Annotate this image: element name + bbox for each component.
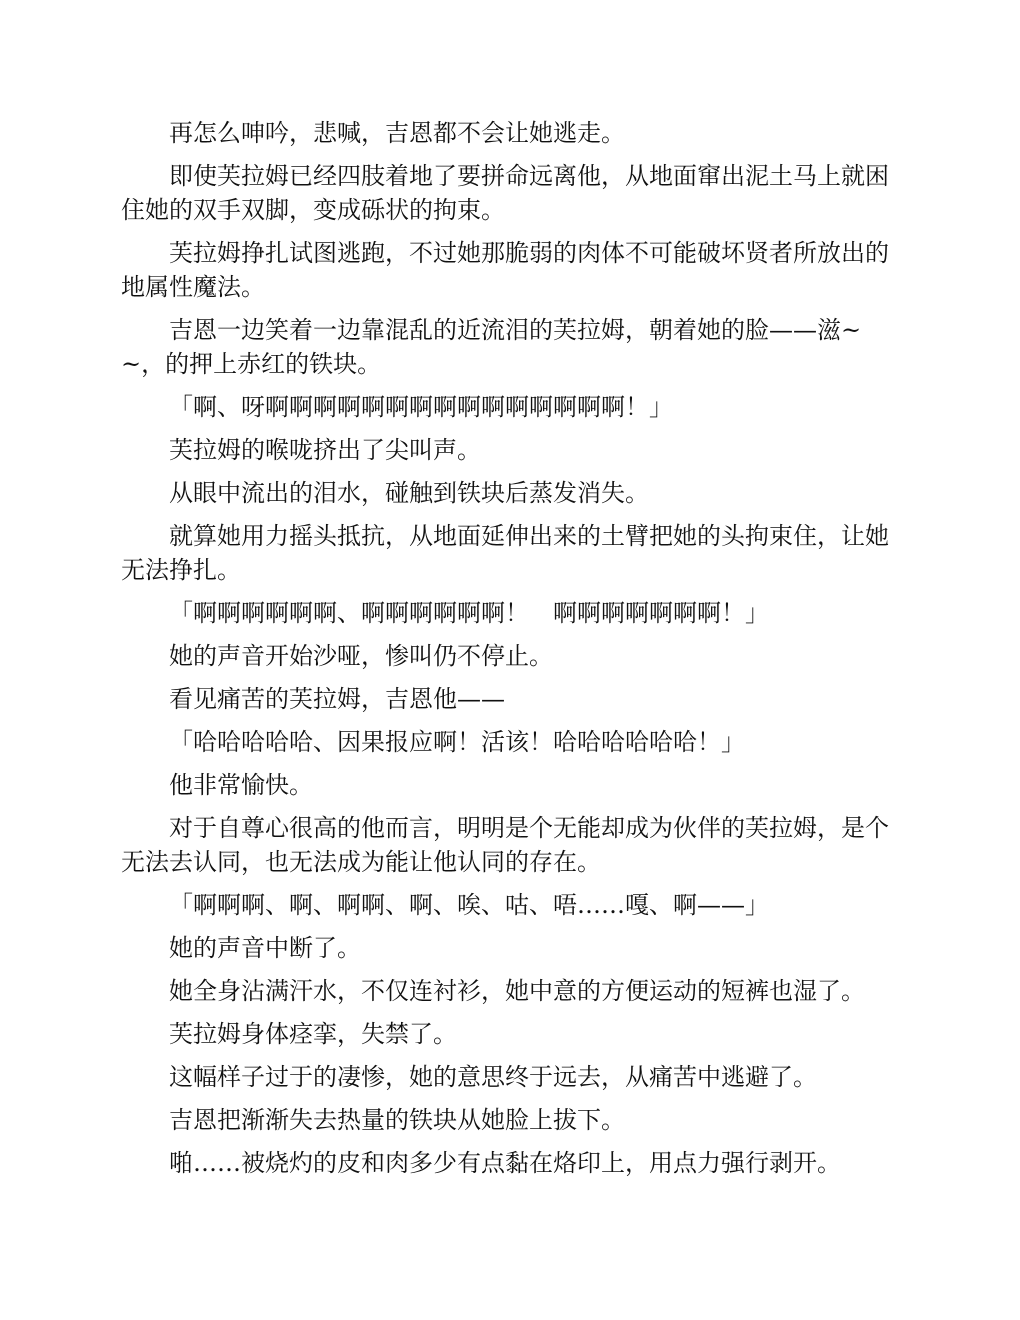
- paragraph: 这幅样子过于的凄惨，她的意思终于远去，从痛苦中逃避了。: [169, 1063, 817, 1091]
- paragraph: 看见痛苦的芙拉姆，吉恩他——: [169, 685, 505, 713]
- paragraph: 吉恩一边笑着一边靠混乱的近流泪的芙拉姆，朝着她的脸——滋~~，的押上赤红的铁块。: [121, 316, 862, 378]
- dialogue-line: 「啊、呀啊啊啊啊啊啊啊啊啊啊啊啊啊啊啊！」: [169, 393, 673, 421]
- paragraph: 她的声音开始沙哑，惨叫仍不停止。: [169, 642, 553, 670]
- paragraph: 就算她用力摇头抵抗，从地面延伸出来的土臂把她的头拘束住，让她无法挣扎。: [121, 522, 889, 584]
- paragraph: 芙拉姆身体痉挛，失禁了。: [169, 1020, 457, 1048]
- paragraph: 即使芙拉姆已经四肢着地了要拼命远离他，从地面窜出泥土马上就困住她的双手双脚，变成砾状的拘束。: [121, 162, 889, 224]
- dialogue-line: 「啊啊啊啊啊啊、啊啊啊啊啊啊！ 啊啊啊啊啊啊啊！」: [169, 599, 769, 627]
- paragraph: 芙拉姆挣扎试图逃跑，不过她那脆弱的肉体不可能破坏贤者所放出的地属性魔法。: [121, 239, 889, 301]
- paragraph: 再怎么呻吟，悲喊，吉恩都不会让她逃走。: [169, 119, 625, 147]
- dialogue-line: 「哈哈哈哈哈、因果报应啊！活该！哈哈哈哈哈哈！」: [169, 728, 745, 756]
- paragraph: 芙拉姆的喉咙挤出了尖叫声。: [169, 436, 481, 464]
- dialogue-line: 「啊啊啊、啊、啊啊、啊、唉、咕、唔……嘎、啊——」: [169, 891, 769, 919]
- paragraph: 他非常愉快。: [169, 771, 313, 799]
- paragraph: 对于自尊心很高的他而言，明明是个无能却成为伙伴的芙拉姆，是个无法去认同，也无法成为能让他认同的存在。: [121, 814, 889, 876]
- paragraph: 从眼中流出的泪水，碰触到铁块后蒸发消失。: [169, 479, 649, 507]
- paragraph: 吉恩把渐渐失去热量的铁块从她脸上拔下。: [169, 1106, 625, 1134]
- paragraph: 她全身沾满汗水，不仅连衬衫，她中意的方便运动的短裤也湿了。: [169, 977, 865, 1005]
- text-body: [121, 116, 901, 1189]
- paragraph: 她的声音中断了。: [169, 934, 361, 962]
- paragraph: 啪……被烧灼的皮和肉多少有点黏在烙印上，用点力强行剥开。: [169, 1149, 841, 1177]
